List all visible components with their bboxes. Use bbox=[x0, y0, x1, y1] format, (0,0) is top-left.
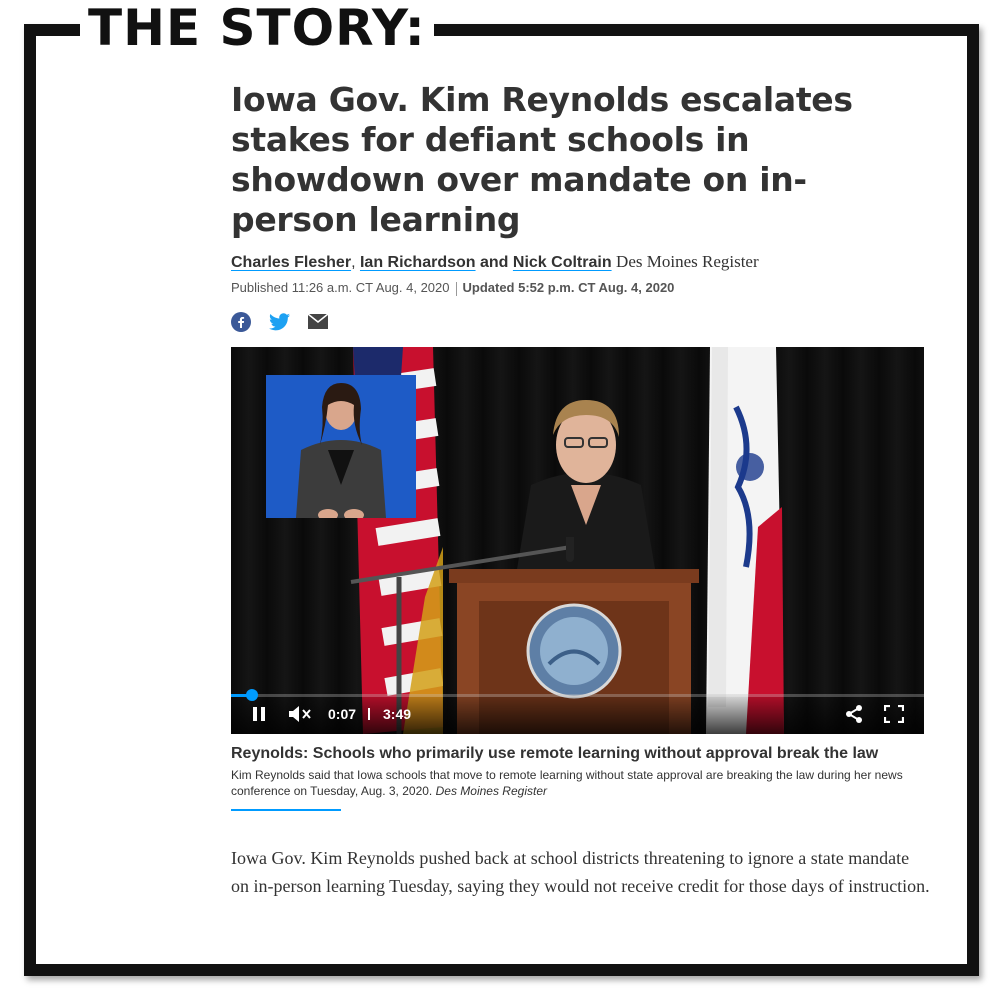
caption-body: Kim Reynolds said that Iowa schools that move to remote learning without state approval are breaking the law during her news conference on Tuesday, Aug. 3, 2020. bbox=[231, 768, 903, 798]
share-bar bbox=[231, 310, 931, 334]
progress-scrubber[interactable] bbox=[246, 689, 258, 701]
caption-credit: Des Moines Register bbox=[435, 784, 547, 798]
progress-track[interactable] bbox=[231, 694, 924, 697]
article-paragraph: Iowa Gov. Kim Reynolds pushed back at school districts threatening to ignore a state mandate on in-person learning Tuesday, saying they would not receive credit for those days of instruction. bbox=[231, 848, 930, 896]
video-caption bbox=[231, 745, 924, 811]
article-header bbox=[231, 80, 931, 334]
time-divider bbox=[368, 708, 370, 720]
byline bbox=[231, 252, 931, 272]
author-link[interactable]: Charles Flesher bbox=[231, 254, 352, 271]
current-time: 0:07 bbox=[328, 706, 357, 722]
date-divider bbox=[456, 282, 457, 296]
caption-rule bbox=[231, 809, 341, 811]
caption-title: Reynolds: Schools who primarily use remote learning without approval break the law bbox=[231, 745, 879, 762]
share-icon[interactable] bbox=[845, 704, 863, 724]
author-link[interactable]: Nick Coltrain bbox=[512, 254, 612, 271]
iowa-flag bbox=[706, 347, 784, 734]
mute-icon[interactable] bbox=[289, 704, 313, 724]
publication-name: Des Moines Register bbox=[616, 252, 759, 271]
facebook-icon[interactable] bbox=[231, 312, 251, 332]
video-player[interactable] bbox=[231, 347, 924, 734]
timestamps bbox=[231, 280, 931, 296]
sign-language-inset bbox=[266, 375, 416, 518]
published-time: Published 11:26 a.m. CT Aug. 4, 2020 bbox=[231, 280, 450, 295]
author-joiner: and bbox=[480, 254, 509, 271]
email-icon[interactable] bbox=[308, 314, 328, 329]
author-separator: , bbox=[351, 254, 356, 271]
caption-text bbox=[231, 767, 924, 799]
fullscreen-icon[interactable] bbox=[884, 704, 904, 724]
updated-time: Updated 5:52 p.m. CT Aug. 4, 2020 bbox=[462, 280, 675, 295]
duration: 3:49 bbox=[383, 706, 412, 722]
twitter-icon[interactable] bbox=[269, 313, 290, 331]
headline: Iowa Gov. Kim Reynolds escalates stakes for defiant schools in showdown over mandate on in-person learning bbox=[231, 80, 853, 239]
video-controls bbox=[231, 694, 924, 734]
author-link[interactable]: Ian Richardson bbox=[359, 254, 476, 271]
pause-icon[interactable] bbox=[253, 704, 265, 724]
frame-title: THE STORY: bbox=[80, 0, 434, 56]
